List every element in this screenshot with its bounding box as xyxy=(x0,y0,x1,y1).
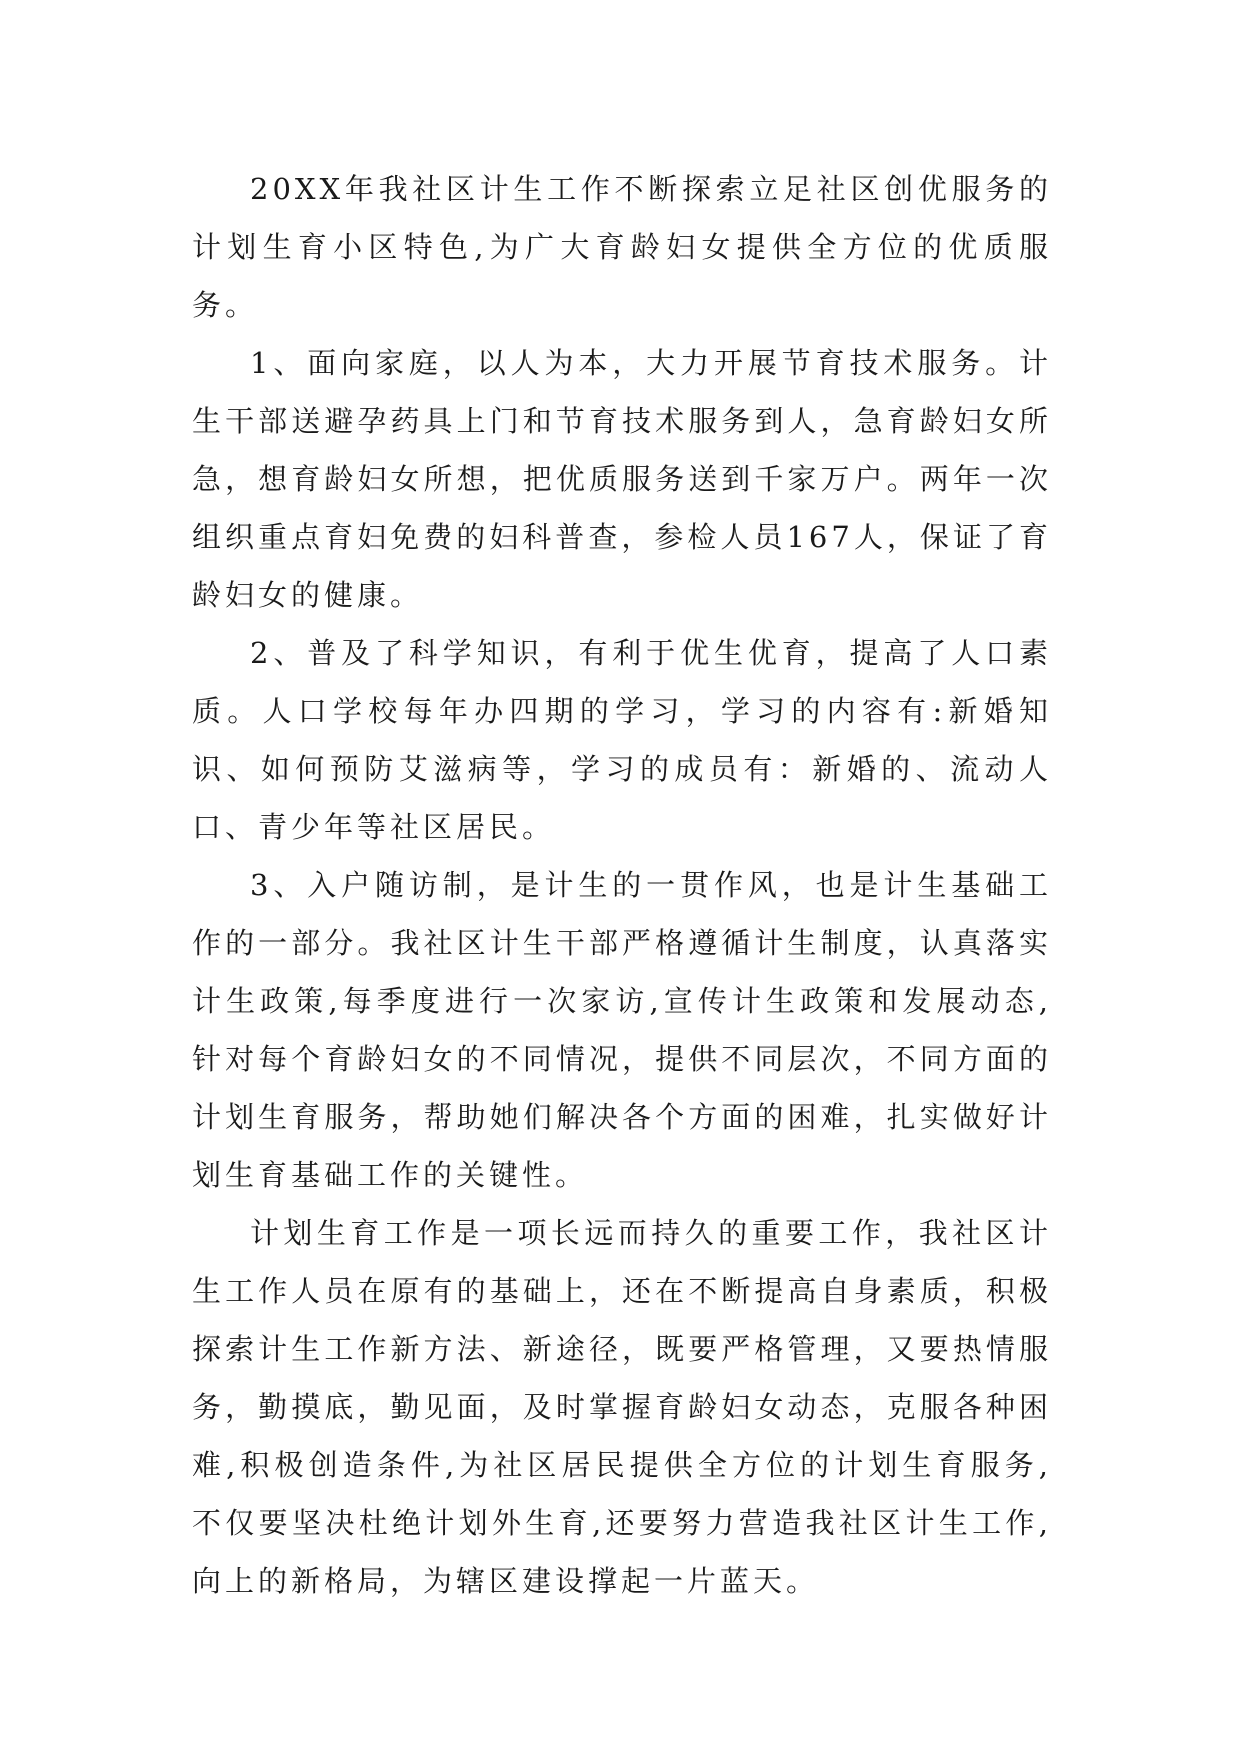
paragraph-item-2: 2、普及了科学知识，有利于优生优育，提高了人口素质。人口学校每年办四期的学习，学习的内容有:新婚知识、如何预防艾滋病等，学习的成员有：新婚的、流动人口、青少年等社区居民。 xyxy=(192,636,1052,844)
paragraph-item-3: 3、入户随访制，是计生的一贯作风，也是计生基础工作的一部分。我社区计生干部严格遵循计生制度，认真落实计生政策,每季度进行一次家访,宣传计生政策和发展动态,针对每个育龄妇女的不同情况，提供不同层次，不同方面的计划生育服务，帮助她们解决各个方面的困难，扎实做好计划生育基础工作的关键性。 xyxy=(192,868,1052,1192)
document-body xyxy=(192,160,1052,1610)
paragraph-item-1: 1、面向家庭，以人为本，大力开展节育技术服务。计生干部送避孕药具上门和节育技术服务到人，急育龄妇女所急，想育龄妇女所想，把优质服务送到千家万户。两年一次组织重点育妇免费的妇科普查，参检人员167人，保证了育龄妇女的健康。 xyxy=(192,346,1052,612)
paragraph-intro: 20XX年我社区计生工作不断探索立足社区创优服务的计划生育小区特色,为广大育龄妇女提供全方位的优质服务。 xyxy=(192,172,1052,322)
paragraph-conclusion: 计划生育工作是一项长远而持久的重要工作，我社区计生工作人员在原有的基础上，还在不断提高自身素质，积极探索计生工作新方法、新途径，既要严格管理，又要热情服务，勤摸底，勤见面，及时掌握育龄妇女动态，克服各种困难,积极创造条件,为社区居民提供全方位的计划生育服务,不仅要坚决杜绝计划外生育,还要努力营造我社区计生工作,向上的新格局，为辖区建设撑起一片蓝天。 xyxy=(192,1216,1052,1598)
